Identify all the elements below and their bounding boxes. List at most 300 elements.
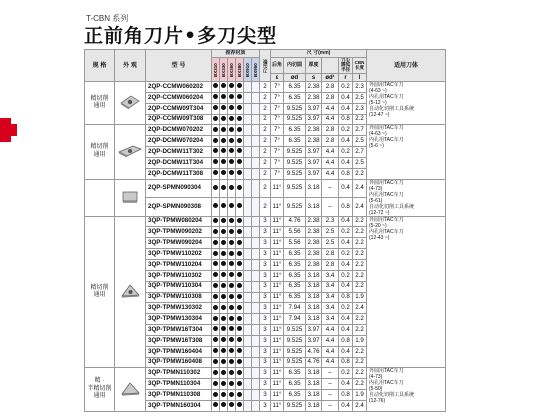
spec-d1: 2.8	[322, 249, 339, 260]
grade-availability	[244, 216, 252, 227]
grade-availability	[244, 136, 252, 147]
grade-availability	[228, 198, 236, 217]
stock-dot	[221, 159, 226, 164]
grade-availability	[220, 390, 228, 401]
grade-availability	[212, 179, 220, 198]
stock-dot	[229, 337, 234, 342]
spec-l: 2.4	[353, 198, 367, 217]
spec-n: 3	[260, 325, 271, 336]
stock-dot	[237, 316, 242, 321]
spec-d: 6.35	[284, 292, 306, 303]
stock-dot	[229, 94, 234, 99]
grade-availability	[244, 103, 252, 114]
insert-spec-table	[84, 49, 446, 412]
grade-availability	[244, 125, 252, 136]
grade-availability	[220, 92, 228, 103]
stock-dot	[221, 402, 226, 407]
grade-availability	[220, 227, 228, 238]
spec-s: 2.38	[306, 82, 322, 93]
model-number: 3QP-TPMW160404	[146, 346, 212, 357]
spec-a: 11°	[271, 357, 284, 368]
grade-availability	[252, 82, 260, 93]
grade-availability	[252, 292, 260, 303]
grade-availability	[252, 216, 260, 227]
stock-dot	[221, 218, 226, 223]
spec-l: 1.9	[353, 292, 367, 303]
grade-availability	[252, 325, 260, 336]
stock-dot	[237, 348, 242, 353]
spec-d: 9.525	[284, 400, 306, 411]
grade-availability	[236, 357, 244, 368]
stock-dot	[221, 251, 226, 256]
spec-a: 7°	[271, 125, 284, 136]
spec-s: 4.76	[306, 346, 322, 357]
spec-s: 4.76	[306, 357, 322, 368]
group-label: 精切削 通用	[85, 125, 115, 179]
col-shape: 外 观	[115, 50, 146, 82]
stock-dot	[221, 116, 226, 121]
grade-availability	[244, 390, 252, 401]
stock-dot	[213, 316, 218, 321]
stock-dot	[213, 148, 218, 153]
grade-availability	[220, 103, 228, 114]
grade-availability	[236, 168, 244, 179]
grade-availability	[212, 92, 220, 103]
stock-dot	[221, 326, 226, 331]
stock-dot	[213, 251, 218, 256]
table-row	[85, 179, 446, 198]
grade-availability	[236, 114, 244, 125]
model-number: 3QP-TPMW16T304	[146, 325, 212, 336]
spec-l: 2.2	[353, 314, 367, 325]
model-number: 2QP-DCMW11T302	[146, 147, 212, 158]
grade-availability	[220, 168, 228, 179]
spec-n: 2	[260, 136, 271, 147]
stock-dot	[237, 148, 242, 153]
spec-r: 0.2	[339, 368, 353, 379]
stock-dot	[221, 392, 226, 397]
stock-dot	[213, 392, 218, 397]
grade-availability	[252, 198, 260, 217]
spec-n: 3	[260, 270, 271, 281]
grade-availability	[220, 238, 228, 249]
spec-s: 3.18	[306, 400, 322, 411]
grade-availability	[228, 335, 236, 346]
spec-r: 0.2	[339, 270, 353, 281]
applicable-tool-ref: 外圆用TAC车刀 (5-20 ~) 内孔用TAC车刀 (12-43 ~)	[367, 216, 446, 368]
grade-availability	[228, 82, 236, 93]
spec-n: 3	[260, 227, 271, 238]
spec-d: 5.56	[284, 227, 306, 238]
stock-dot	[213, 83, 218, 88]
stock-dot	[229, 170, 234, 175]
spec-s: 3.18	[306, 270, 322, 281]
grade-bx380: BX380	[236, 58, 244, 82]
stock-dot	[237, 261, 242, 266]
spec-r: 0.8	[339, 168, 353, 179]
grade-availability	[212, 168, 220, 179]
grade-availability	[244, 292, 252, 303]
grade-availability	[228, 368, 236, 379]
spec-s: 2.38	[306, 92, 322, 103]
spec-d: 6.35	[284, 82, 306, 93]
grade-availability	[236, 238, 244, 249]
spec-r: 0.8	[339, 292, 353, 303]
group-label: 精 · 半精切削 通用	[85, 368, 115, 411]
grade-availability	[252, 357, 260, 368]
grade-availability	[220, 325, 228, 336]
col-dims-group: 尺 寸(mm)	[271, 50, 367, 58]
stock-dot	[237, 127, 242, 132]
grade-availability	[228, 238, 236, 249]
stock-dot	[229, 203, 234, 208]
spec-d1: 2.8	[322, 125, 339, 136]
spec-s: 3.18	[306, 314, 322, 325]
stock-dot	[221, 316, 226, 321]
grade-availability	[236, 216, 244, 227]
grade-availability	[228, 314, 236, 325]
grade-availability	[228, 390, 236, 401]
grade-availability	[236, 325, 244, 336]
stock-dot	[237, 83, 242, 88]
grade-availability	[236, 125, 244, 136]
spec-l: 2.2	[353, 379, 367, 390]
grade-availability	[228, 400, 236, 411]
spec-r: 0.2	[339, 125, 353, 136]
spec-l: 2.2	[353, 357, 367, 368]
spec-d: 6.35	[284, 379, 306, 390]
grade-availability	[244, 314, 252, 325]
stock-dot	[221, 170, 226, 175]
sym-d1: ød¹	[322, 74, 339, 82]
stock-dot	[237, 203, 242, 208]
spec-n: 3	[260, 249, 271, 260]
grade-availability	[212, 281, 220, 292]
grade-availability	[244, 357, 252, 368]
grade-availability	[244, 335, 252, 346]
spec-d: 7.94	[284, 303, 306, 314]
grade-availability	[244, 325, 252, 336]
spec-d1: 3.4	[322, 281, 339, 292]
stock-dot	[213, 261, 218, 266]
grade-availability	[252, 303, 260, 314]
grade-availability	[244, 114, 252, 125]
insert-shape-image	[115, 216, 146, 368]
spec-n: 3	[260, 238, 271, 249]
sym-d: ød	[284, 74, 306, 82]
stock-dot	[213, 337, 218, 342]
grade-availability	[220, 303, 228, 314]
grade-availability	[228, 346, 236, 357]
grade-availability	[244, 179, 252, 198]
stock-dot	[237, 370, 242, 375]
spec-s: 3.97	[306, 147, 322, 158]
spec-n: 2	[260, 103, 271, 114]
grade-availability	[252, 390, 260, 401]
spec-n: 3	[260, 292, 271, 303]
grade-bx360: BX360	[228, 58, 236, 82]
grade-availability	[252, 335, 260, 346]
spec-r: 0.4	[339, 92, 353, 103]
model-number: 3QP-TPMW090204	[146, 238, 212, 249]
stock-dot	[229, 326, 234, 331]
grade-availability	[220, 335, 228, 346]
grade-availability	[236, 270, 244, 281]
model-number: 2QP-SPMN090308	[146, 198, 212, 217]
grade-availability	[212, 103, 220, 114]
spec-l: 2.4	[353, 179, 367, 198]
stock-dot	[237, 359, 242, 364]
grade-availability	[212, 357, 220, 368]
grade-availability	[252, 314, 260, 325]
stock-dot	[237, 272, 242, 277]
model-number: 3QP-TPMW090202	[146, 227, 212, 238]
stock-dot	[229, 294, 234, 299]
grade-availability	[228, 357, 236, 368]
stock-dot	[229, 272, 234, 277]
grade-availability	[228, 303, 236, 314]
grade-availability	[212, 400, 220, 411]
spec-a: 11°	[271, 390, 284, 401]
spec-s: 3.97	[306, 114, 322, 125]
grade-availability	[212, 216, 220, 227]
spec-s: 3.18	[306, 390, 322, 401]
spec-a: 11°	[271, 281, 284, 292]
grade-availability	[220, 125, 228, 136]
spec-l: 2.2	[353, 368, 367, 379]
spec-l: 2.4	[353, 303, 367, 314]
grade-availability	[228, 259, 236, 270]
grade-availability	[244, 259, 252, 270]
spec-l: 2.7	[353, 147, 367, 158]
model-number: 2QP-CCMW060204	[146, 92, 212, 103]
insert-shape-image	[115, 368, 146, 411]
model-number: 3QP-TPMW110302	[146, 270, 212, 281]
stock-dot	[221, 348, 226, 353]
stock-dot	[213, 229, 218, 234]
spec-l: 2.2	[353, 249, 367, 260]
grade-availability	[252, 114, 260, 125]
spec-r: 0.2	[339, 82, 353, 93]
model-number: 3QP-TPMW080204	[146, 216, 212, 227]
stock-dot	[229, 251, 234, 256]
spec-l: 2.3	[353, 82, 367, 93]
spec-s: 3.18	[306, 179, 322, 198]
spec-d1: 2.8	[322, 136, 339, 147]
group-label	[85, 179, 115, 216]
spec-l: 2.7	[353, 125, 367, 136]
spec-r: 0.4	[339, 238, 353, 249]
grade-availability	[236, 292, 244, 303]
grade-availability	[212, 259, 220, 270]
spec-l: 2.5	[353, 157, 367, 168]
spec-r: 0.4	[339, 179, 353, 198]
grade-availability	[220, 379, 228, 390]
spec-n: 3	[260, 216, 271, 227]
grade-availability	[212, 346, 220, 357]
page-title: 正前角刀片•多刀尖型	[84, 25, 278, 47]
spec-n: 3	[260, 335, 271, 346]
stock-dot	[229, 229, 234, 234]
model-number: 3QP-TPMW110304	[146, 281, 212, 292]
stock-dot	[237, 283, 242, 288]
model-number: 3QP-TPMW110202	[146, 249, 212, 260]
grade-availability	[228, 168, 236, 179]
stock-dot	[221, 105, 226, 110]
col-cbn-length: CBN长度	[353, 58, 367, 74]
spec-d1: 2.3	[322, 216, 339, 227]
spec-s: 2.38	[306, 259, 322, 270]
grade-availability	[252, 92, 260, 103]
grade-availability	[212, 379, 220, 390]
stock-dot	[213, 127, 218, 132]
spec-l: 2.2	[353, 325, 367, 336]
spec-s: 2.38	[306, 125, 322, 136]
stock-dot	[213, 402, 218, 407]
grade-availability	[220, 281, 228, 292]
spec-a: 7°	[271, 103, 284, 114]
grade-availability	[236, 92, 244, 103]
grade-availability	[220, 216, 228, 227]
stock-dot	[229, 381, 234, 386]
spec-d1: 4.4	[322, 168, 339, 179]
spec-s: 3.18	[306, 281, 322, 292]
grade-availability	[244, 227, 252, 238]
stock-dot	[229, 402, 234, 407]
spec-a: 7°	[271, 82, 284, 93]
spec-d: 6.35	[284, 390, 306, 401]
sym-l: l	[353, 74, 367, 82]
spec-l: 2.3	[353, 103, 367, 114]
spec-s: 3.97	[306, 325, 322, 336]
col-diameter: 内切圆	[284, 58, 306, 74]
spec-l: 2.2	[353, 238, 367, 249]
model-number: 2QP-DCMW11T308	[146, 168, 212, 179]
grade-bx950: BX950	[252, 58, 260, 82]
grade-availability	[252, 379, 260, 390]
grade-availability	[236, 303, 244, 314]
model-number: 2QP-CCMW060202	[146, 82, 212, 93]
applicable-tool-ref: 外圆用TAC车刀 (4-73) 内孔用TAC车刀 (5-61) 自动化切削工具系统 (12-72 ~)	[367, 179, 446, 216]
stock-dot	[213, 294, 218, 299]
grade-availability	[236, 400, 244, 411]
col-material-group: 推荐材质	[212, 50, 260, 58]
spec-a: 11°	[271, 216, 284, 227]
spec-l: 2.5	[353, 92, 367, 103]
grade-availability	[244, 281, 252, 292]
sym-r: r	[339, 74, 353, 82]
model-number: 2QP-DCMW070202	[146, 125, 212, 136]
spec-s: 2.38	[306, 227, 322, 238]
grade-availability	[220, 157, 228, 168]
grade-availability	[236, 136, 244, 147]
grade-availability	[228, 179, 236, 198]
grade-availability	[244, 249, 252, 260]
stock-dot	[221, 381, 226, 386]
stock-dot	[221, 127, 226, 132]
spec-d1: 4.4	[322, 157, 339, 168]
grade-availability	[252, 346, 260, 357]
grade-availability	[212, 227, 220, 238]
stock-dot	[237, 229, 242, 234]
spec-d: 6.35	[284, 125, 306, 136]
grade-availability	[244, 157, 252, 168]
stock-dot	[221, 148, 226, 153]
stock-dot	[213, 94, 218, 99]
stock-dot	[213, 305, 218, 310]
grade-availability	[236, 379, 244, 390]
spec-n: 3	[260, 368, 271, 379]
grade-availability	[220, 292, 228, 303]
grade-availability	[228, 147, 236, 158]
model-number: 2QP-DCMW070204	[146, 136, 212, 147]
grade-availability	[220, 249, 228, 260]
grade-availability	[236, 198, 244, 217]
grade-availability	[244, 238, 252, 249]
stock-dot	[221, 240, 226, 245]
stock-dot	[221, 337, 226, 342]
stock-dot	[221, 283, 226, 288]
insert-shape-image	[115, 82, 146, 125]
spec-r: 0.4	[339, 136, 353, 147]
grade-availability	[228, 270, 236, 281]
spec-n: 2	[260, 168, 271, 179]
stock-dot	[213, 218, 218, 223]
stock-dot	[237, 170, 242, 175]
grade-availability	[228, 114, 236, 125]
stock-dot	[237, 185, 242, 190]
grade-availability	[236, 314, 244, 325]
spec-s: 3.18	[306, 368, 322, 379]
spec-a: 11°	[271, 379, 284, 390]
grade-availability	[220, 314, 228, 325]
grade-availability	[252, 125, 260, 136]
stock-dot	[221, 370, 226, 375]
sym-s: s	[306, 74, 322, 82]
spec-a: 7°	[271, 92, 284, 103]
grade-availability	[212, 292, 220, 303]
spec-n: 2	[260, 179, 271, 198]
spec-l: 1.9	[353, 335, 367, 346]
col-nose-radius: 刀尖圆弧半径	[339, 58, 353, 74]
spec-s: 2.38	[306, 136, 322, 147]
grade-availability	[212, 147, 220, 158]
grade-availability	[252, 103, 260, 114]
col-standard: 规 格	[85, 50, 115, 82]
spec-a: 11°	[271, 303, 284, 314]
spec-s: 2.38	[306, 216, 322, 227]
spec-d: 6.35	[284, 249, 306, 260]
grade-availability	[244, 147, 252, 158]
spec-d1: 2.5	[322, 238, 339, 249]
model-number: 3QP-TPMN110304	[146, 379, 212, 390]
section-tab-marker	[0, 118, 11, 142]
grade-availability	[212, 325, 220, 336]
grade-availability	[236, 346, 244, 357]
stock-dot	[221, 294, 226, 299]
grade-availability	[244, 82, 252, 93]
spec-n: 2	[260, 114, 271, 125]
spec-s: 3.18	[306, 292, 322, 303]
spec-a: 11°	[271, 259, 284, 270]
grade-availability	[212, 335, 220, 346]
spec-d1: 4.4	[322, 357, 339, 368]
grade-availability	[244, 92, 252, 103]
model-number: 3QP-TPMW110204	[146, 259, 212, 270]
spec-d: 9.525	[284, 147, 306, 158]
grade-availability	[220, 259, 228, 270]
spec-n: 2	[260, 125, 271, 136]
